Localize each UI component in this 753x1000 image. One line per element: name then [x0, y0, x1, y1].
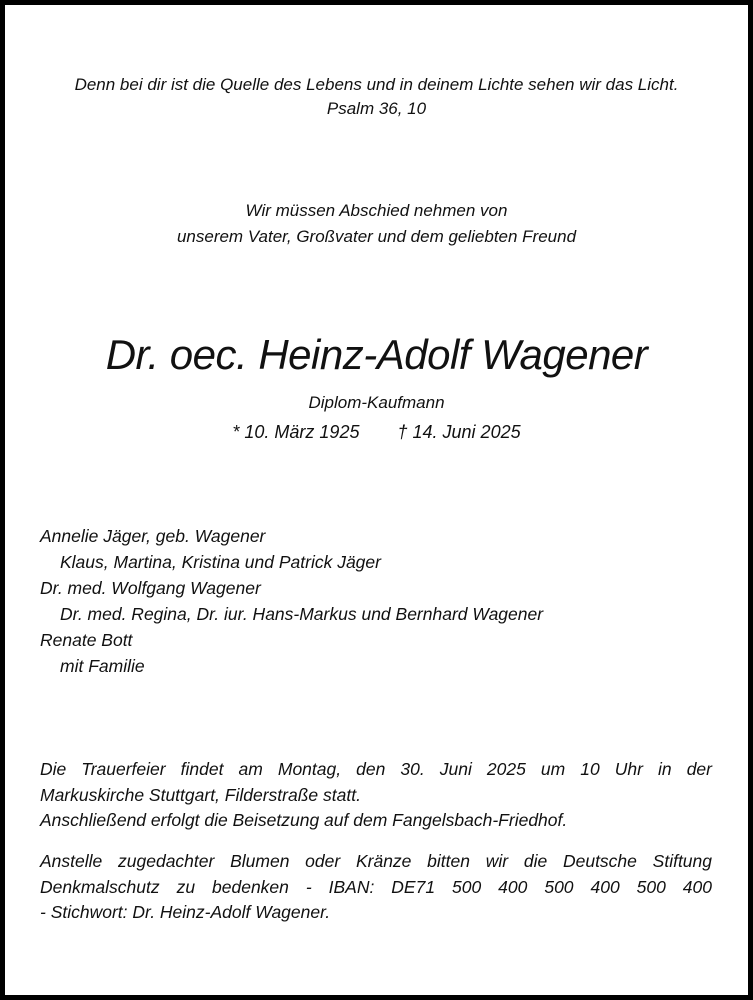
mourner-line: Renate Bott	[40, 630, 133, 650]
funeral-line-3: Anschließend erfolgt die Beisetzung auf dem Fangelsbach-Friedhof.	[40, 810, 568, 830]
bible-verse: Denn bei dir ist die Quelle des Lebens und in deinem Lichte sehen wir das Licht.	[74, 75, 679, 94]
deceased-title: Diplom-Kaufmann	[308, 393, 445, 412]
death-date: † 14. Juni 2025	[397, 422, 521, 442]
donation-line-2: Denkmalschutz zu bedenken - IBAN: DE71 500 400 500 400 500 400	[40, 876, 712, 897]
intro-line-2: unserem Vater, Großvater und dem geliebten Freund	[176, 227, 577, 246]
mourner-line: Dr. med. Wolfgang Wagener	[40, 578, 261, 598]
mourner-line: Annelie Jäger, geb. Wagener	[40, 526, 266, 546]
funeral-info	[40, 757, 712, 834]
mourner-line: Dr. med. Regina, Dr. iur. Hans-Markus und Bernhard Wagener	[60, 604, 544, 624]
donation-line-1: Anstelle zugedachter Blumen oder Kränze bitten wir die Deutsche Stiftung	[40, 851, 712, 871]
donation-line-3: - Stichwort: Dr. Heinz-Adolf Wagener.	[40, 902, 331, 922]
deceased-name: Dr. oec. Heinz-Adolf Wagener	[105, 331, 648, 378]
verse-reference	[0, 96, 753, 122]
intro-line-1: Wir müssen Abschied nehmen von	[245, 201, 508, 220]
life-dates	[0, 419, 753, 445]
funeral-line-2: Markuskirche Stuttgart, Filderstraße statt.	[40, 784, 361, 805]
verse-reference-text: Psalm 36, 10	[326, 99, 427, 118]
birth-date: * 10. März 1925	[232, 422, 360, 442]
donation-info	[40, 849, 712, 926]
funeral-line-1: Die Trauerfeier findet am Montag, den 30. Juni 2025 um 10 Uhr in der	[40, 759, 712, 779]
mourners-list	[40, 523, 543, 679]
mourner-line: Klaus, Martina, Kristina und Patrick Jäger	[60, 552, 381, 572]
mourner-line: mit Familie	[60, 656, 145, 676]
